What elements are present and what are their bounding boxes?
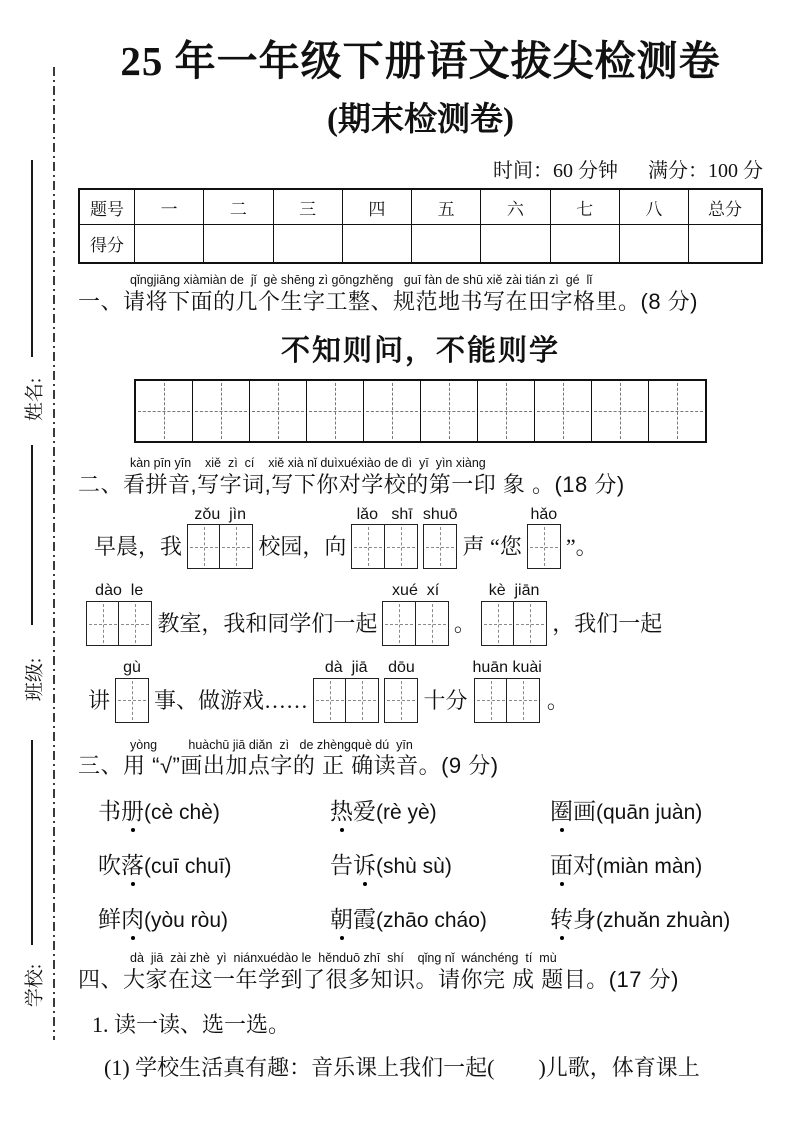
grid-pinyin: xué xí <box>392 582 440 600</box>
score-input-cell[interactable] <box>273 225 342 264</box>
word-char: 落 <box>121 847 144 880</box>
section-4 <box>78 952 763 994</box>
word-char: 肉 <box>121 901 144 934</box>
grid-pinyin: shuō <box>422 505 458 523</box>
school-label: 学校: <box>24 963 46 1008</box>
score-header-cell: 二 <box>204 189 273 225</box>
fillin-line-2 <box>86 582 763 646</box>
subquestion-1: 1. 读一读、选一选。 <box>92 1012 291 1038</box>
grid-pinyin: lǎo shī <box>356 505 413 523</box>
pronunciation-item[interactable] <box>550 793 763 826</box>
word-char: 霞 <box>353 906 376 932</box>
paper-subtitle: (期末检测卷) <box>327 102 514 139</box>
pronunciation-item[interactable] <box>98 847 330 880</box>
answer-grid[interactable] <box>481 582 547 646</box>
score-input-cell[interactable] <box>412 225 481 264</box>
pronunciation-items <box>98 793 763 934</box>
fillin-line-1 <box>94 506 763 570</box>
word-char: 告 <box>330 852 353 878</box>
word-char: 诉 <box>353 847 376 880</box>
score-header-cell: 题号 <box>79 189 135 225</box>
score-table <box>78 188 763 264</box>
word-char: 热 <box>330 793 353 826</box>
name-label: 姓名: <box>24 377 46 422</box>
section-3 <box>78 739 763 781</box>
line-text: 。 <box>453 611 476 637</box>
score-input-cell[interactable] <box>481 225 550 264</box>
section-1-heading: 一、请将下面的几个生字工整、规范地书写在田字格里。(8 分) <box>78 288 699 314</box>
answer-grid[interactable] <box>472 659 541 723</box>
section-2-heading: 二、看拼音,写字词,写下你对学校的第一印 象 。(18 分) <box>78 472 625 498</box>
pronunciation-item[interactable] <box>550 847 763 880</box>
reading-options: (cè chè) <box>144 800 220 824</box>
word-char: 面 <box>550 847 573 880</box>
word-char: 圈 <box>550 793 573 826</box>
answer-grid[interactable] <box>351 506 417 570</box>
answer-grid[interactable] <box>423 506 458 570</box>
pronunciation-item[interactable] <box>330 793 550 826</box>
paper-content <box>78 0 763 1082</box>
answer-grid[interactable] <box>86 582 152 646</box>
grid-pinyin: huān kuài <box>472 659 542 677</box>
reading-options: (cuī chuī) <box>144 854 232 878</box>
line-text: 事、做游戏…… <box>154 687 309 713</box>
word-char: 朝 <box>330 901 353 934</box>
reading-options: (zhuǎn zhuàn) <box>596 908 731 932</box>
score-header-cell: 总分 <box>689 189 763 225</box>
full-score: 满分：100 分 <box>648 160 763 183</box>
fold-dashdot-line <box>53 67 55 1040</box>
grid-pinyin: dōu <box>388 659 415 677</box>
line-text: 十分 <box>423 687 468 713</box>
grid-pinyin: zǒu jìn <box>194 505 247 523</box>
subquestion-1-1[interactable]: (1) 学校生活真有趣：音乐课上我们一起( )儿歌，体育课上 <box>104 1055 700 1081</box>
paper-title: 25 年一年级下册语文拔尖检测卷 <box>120 38 721 84</box>
section-3-heading: 三、用 “√”画出加点字的 正 确读音。(9 分) <box>78 753 499 779</box>
section-3-pinyin: yòng huàchū jiā diǎn zì de zhèngquè dú yīn <box>130 737 413 752</box>
score-header-cell: 五 <box>412 189 481 225</box>
word-char: 身 <box>573 906 596 932</box>
score-header-cell: 六 <box>481 189 550 225</box>
word-char: 转 <box>550 901 573 934</box>
grid-pinyin: kè jiān <box>488 582 540 600</box>
line-text: ，我们一起 <box>552 611 663 637</box>
score-input-cell[interactable] <box>342 225 411 264</box>
pronunciation-item[interactable] <box>330 901 550 934</box>
class-label: 班级: <box>24 657 46 702</box>
pronunciation-item[interactable] <box>98 901 330 934</box>
score-input-cell[interactable] <box>550 225 619 264</box>
answer-grid[interactable] <box>384 659 418 723</box>
answer-grid[interactable] <box>187 506 253 570</box>
reading-options: (zhāo cháo) <box>376 908 487 932</box>
line-text: 讲 <box>88 687 111 713</box>
answer-grid[interactable] <box>115 659 149 723</box>
class-blank-line[interactable] <box>31 445 33 625</box>
fillin-line-3 <box>88 659 763 723</box>
pronunciation-item[interactable] <box>330 847 550 880</box>
section-1-pinyin: qǐngjiāng xiàmiàn de jǐ gè shēng zì gōngzhěng guī fàn de shū xiě zài tián zì gé lǐ <box>130 273 593 288</box>
score-input-cell[interactable] <box>204 225 273 264</box>
word-char: 书 <box>98 798 121 824</box>
answer-grid[interactable] <box>313 659 379 723</box>
score-input-cell[interactable] <box>619 225 688 264</box>
score-header-cell: 七 <box>550 189 619 225</box>
score-row-label: 得分 <box>79 225 135 264</box>
line-text: 。 <box>546 687 569 713</box>
writing-grid-row[interactable] <box>134 379 707 443</box>
line-text: 教室，我和同学们一起 <box>157 611 378 637</box>
line-text: 校园，向 <box>258 534 347 560</box>
section-2-pinyin: kàn pīn yīn xiě zì cí xiě xià nǐ duìxuéxiào de dì yī yìn xiàng <box>130 456 486 471</box>
grid-pinyin: hǎo <box>530 505 558 523</box>
line-text: 早晨，我 <box>94 534 183 560</box>
word-char: 对 <box>573 852 596 878</box>
score-header-cell: 一 <box>135 189 204 225</box>
answer-grid[interactable] <box>382 582 448 646</box>
word-char: 吹 <box>98 852 121 878</box>
pronunciation-item[interactable] <box>98 793 330 826</box>
section-4-heading: 四、大家在这一年学到了很多知识。请你完 成 题目。(17 分) <box>78 966 679 992</box>
grid-pinyin: gù <box>123 659 141 677</box>
reading-options: (rè yè) <box>376 800 437 824</box>
name-blank-line[interactable] <box>31 160 33 357</box>
exam-info-row <box>78 154 763 183</box>
reading-options: (yòu ròu) <box>144 908 229 932</box>
score-header-cell: 三 <box>273 189 342 225</box>
copy-sentence: 不知则问，不能则学 <box>280 335 560 368</box>
section-4-pinyin: dà jiā zài zhè yì niánxuédào le hěnduō zhī shí qǐng nǐ wánchéng tí mù <box>130 950 557 965</box>
word-char: 鲜 <box>98 906 121 932</box>
score-table-header-row <box>79 189 762 225</box>
line-text: 声 “您 <box>462 534 522 560</box>
word-char: 画 <box>573 798 596 824</box>
line-text: ”。 <box>565 534 598 560</box>
score-table-score-row <box>79 225 762 264</box>
grid-pinyin: dào le <box>95 582 144 600</box>
reading-options: (miàn màn) <box>596 854 703 878</box>
pronunciation-item[interactable] <box>550 901 763 934</box>
score-input-cell[interactable] <box>135 225 204 264</box>
school-blank-line[interactable] <box>31 740 33 945</box>
score-header-cell: 四 <box>342 189 411 225</box>
section-2 <box>78 457 763 499</box>
time-limit: 时间：60 分钟 <box>493 160 618 183</box>
section-1 <box>78 274 763 316</box>
score-header-cell: 八 <box>619 189 688 225</box>
reading-options: (shù sù) <box>376 854 452 878</box>
score-input-cell[interactable] <box>689 225 763 264</box>
word-char: 爱 <box>353 798 376 824</box>
answer-grid[interactable] <box>527 506 561 570</box>
word-char: 册 <box>121 793 144 826</box>
grid-pinyin: dà jiā <box>324 659 368 677</box>
reading-options: (quān juàn) <box>596 800 703 824</box>
